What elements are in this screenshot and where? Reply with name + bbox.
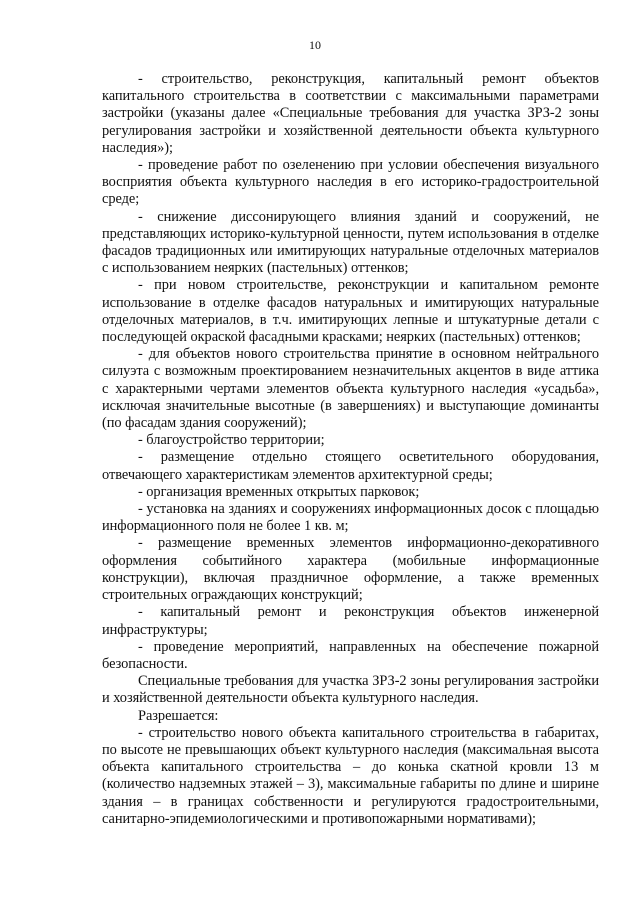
list-item-territory-improvement: - благоустройство территории; (138, 432, 325, 449)
list-item-temporary-decoration: - размещение временных элементов информационно-декоративного оформления событийного характера (мобильные информационные конструкции), включая праздничное оформление, а также временных строительных ограждающих конструкций; (102, 535, 599, 604)
list-item-info-boards: - установка на зданиях и сооружениях информационных досок с площадью информационного поля не более 1 кв. м; (102, 501, 599, 535)
list-item-engineering-infrastructure: - капитальный ремонт и реконструкция объектов инженерной инфраструктуры; (102, 604, 599, 638)
list-item-parking: - организация временных открытых парковок; (138, 483, 420, 500)
list-item-dissonance-reduction: - снижение диссонирующего влияния зданий и сооружений, не представляющих историко-культурной ценности, путем использования в отделке фасадов традиционных или имитирующих натуральные отделочных материалов с использованием неярких (пастельных) оттенков; (102, 208, 599, 277)
section-heading-special-requirements: Специальные требования для участка ЗРЗ-2 зоны регулирования застройки и хозяйственной деятельности объекта культурного наследия. (102, 673, 599, 707)
list-item-landscaping: - проведение работ по озеленению при условии обеспечения визуального восприятия объекта культурного наследия в его историко-градостроительной среде; (102, 157, 599, 208)
list-item-lighting: - размещение отдельно стоящего осветительного оборудования, отвечающего характеристикам элементов архитектурной среды; (102, 449, 599, 483)
list-item-facade-finishing: - при новом строительстве, реконструкции и капитальном ремонте использование в отделке фасадов натуральных и имитирующих натуральные отделочных материалов, в т.ч. имитирующих лепные и штукатурные детали с последующей окраской фасадными красками; неярких (пастельных) оттенков; (102, 277, 599, 346)
document-body (102, 71, 599, 828)
list-item-construction: - строительство, реконструкция, капитальный ремонт объектов капитального строительства в соответствии с максимальными параметрами застройки (указаны далее «Специальные требования для участка ЗРЗ-2 зоны регулирования застройки и хозяйственной деятельности объекта культурного наследия»); (102, 71, 599, 156)
list-item-neutral-silhouette: - для объектов нового строительства принятие в основном нейтрального силуэта с возможным проектированием незначительных акцентов в виде аттика с характерными чертами элементов объекта культурного наследия «усадьба», исключая значительные высотные (в завершениях) и выступающие доминанты (по фасадам здания сооружений); (102, 346, 599, 432)
list-item-new-construction: - строительство нового объекта капитального строительства в габаритах, по высоте не превышающих объект культурного наследия (максимальная высота объекта капитального строительства – до конька скатной кровли 13 м (количество надземных этажей – 3), максимальные габариты по длине и ширине здания – в границах собственности и регулируются градостроительными, санитарно-эпидемиологическими и противопожарными нормативами); (102, 724, 599, 827)
list-item-fire-safety: - проведение мероприятий, направленных на обеспечение пожарной безопасности. (102, 638, 599, 672)
page-number: 10 (309, 38, 321, 52)
section-subheading-allowed: Разрешается: (138, 707, 219, 724)
